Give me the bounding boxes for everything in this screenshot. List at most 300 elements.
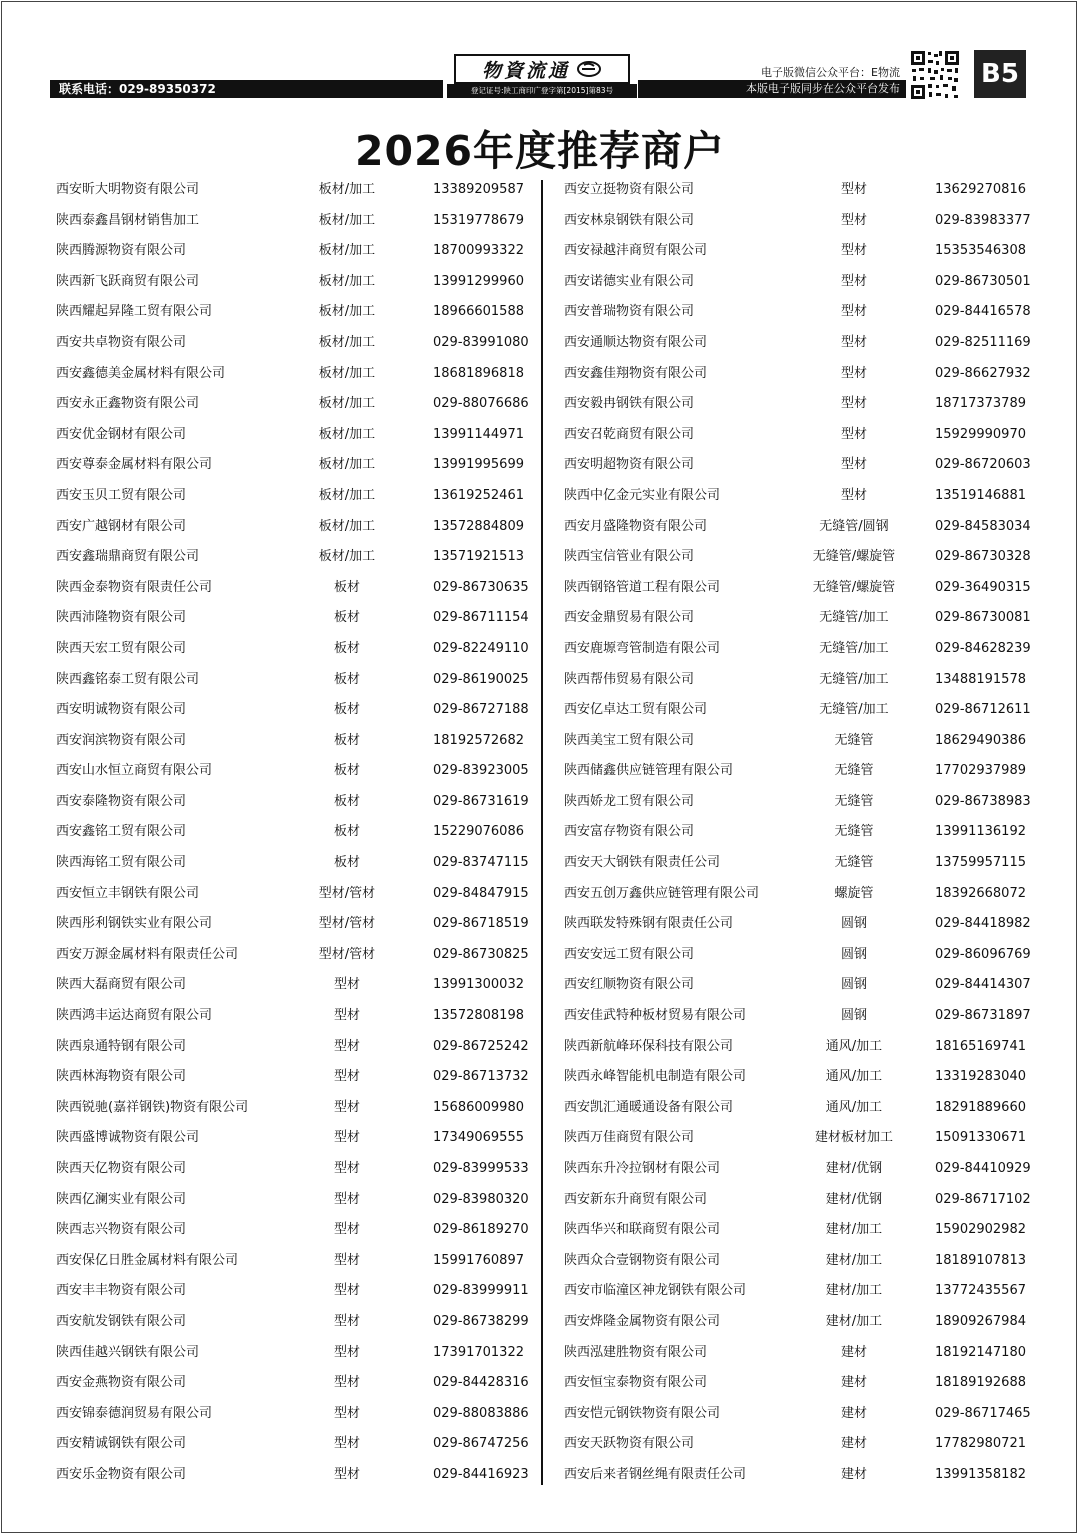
merchant-row (56, 1429, 532, 1460)
merchant-name: 陕西林海物资有限公司 (56, 1069, 187, 1085)
merchant-row (564, 634, 1040, 665)
merchant-phone: 15319778679 (433, 212, 524, 228)
merchant-row (564, 450, 1040, 481)
merchant-category: 建材 (840, 1344, 867, 1360)
merchant-phone: 029-86738983 (935, 793, 1031, 809)
merchant-name: 西安保亿日胜金属材料有限公司 (56, 1252, 239, 1268)
merchant-phone: 17782980721 (935, 1436, 1026, 1452)
merchant-category: 板材 (333, 610, 360, 626)
merchant-row (56, 1093, 532, 1124)
merchant-name: 西安召乾商贸有限公司 (564, 426, 695, 442)
merchant-row (564, 817, 1040, 848)
merchant-category: 型材 (333, 1191, 360, 1207)
merchant-category: 型材 (333, 1161, 360, 1176)
merchant-row (56, 634, 532, 665)
merchant-phone: 18189107813 (935, 1252, 1026, 1268)
merchant-category: 无缝管/加工 (819, 610, 889, 626)
merchant-category: 型材 (333, 1375, 360, 1391)
merchant-name: 西安山水恒立商贸有限公司 (56, 763, 213, 779)
merchant-name: 陕西金泰物资有限责任公司 (56, 579, 213, 595)
merchant-name: 西安恒宝泰物资有限公司 (564, 1375, 708, 1391)
merchant-row (564, 1062, 1040, 1093)
merchant-name: 陕西天亿物资有限公司 (56, 1161, 187, 1176)
merchant-category: 通风/加工 (825, 1038, 883, 1054)
merchant-name: 西安天跃物资有限公司 (564, 1436, 695, 1452)
merchant-phone: 029-86731619 (433, 793, 529, 809)
masthead-title: 物資流通 (481, 59, 570, 82)
merchant-category: 板材 (333, 671, 360, 687)
merchant-phone: 13629270816 (935, 182, 1026, 197)
merchant-row (56, 573, 532, 604)
merchant-name: 陕西天宏工贸有限公司 (56, 640, 187, 656)
merchant-category: 型材 (840, 212, 867, 228)
merchant-row (56, 726, 532, 757)
merchant-phone: 029-88076686 (433, 396, 529, 412)
merchant-category: 型材 (840, 334, 867, 350)
merchant-phone: 15929990970 (935, 426, 1026, 442)
merchant-list-right (564, 175, 1040, 1491)
merchant-phone: 13488191578 (935, 671, 1026, 687)
merchant-phone: 029-86713732 (433, 1069, 529, 1085)
merchant-phone: 029-86725242 (433, 1038, 529, 1054)
merchant-phone: 13772435567 (935, 1283, 1026, 1299)
merchant-category: 型材 (840, 426, 867, 442)
merchant-name: 西安明诚物资有限公司 (56, 702, 187, 718)
merchant-category: 型材 (333, 1344, 360, 1360)
merchant-row (564, 909, 1040, 940)
merchant-name: 西安广越钢材有限公司 (56, 518, 187, 534)
merchant-name: 陕西储鑫供应链管理有限公司 (564, 763, 734, 779)
merchant-category: 通风/加工 (825, 1069, 883, 1085)
merchant-name: 陕西腾源物资有限公司 (56, 243, 187, 259)
merchant-row (56, 879, 532, 910)
merchant-row (564, 420, 1040, 451)
merchant-row (56, 1123, 532, 1154)
merchant-row (56, 1032, 532, 1063)
merchant-row (564, 1123, 1040, 1154)
merchant-row (564, 1429, 1040, 1460)
merchant-phone: 18717373789 (935, 396, 1026, 412)
merchant-row (56, 756, 532, 787)
merchant-phone: 029-86712611 (935, 702, 1031, 718)
merchant-category: 型材 (840, 396, 867, 412)
merchant-name: 西安金燕物资有限公司 (56, 1375, 187, 1391)
merchant-name: 陕西泉通特钢有限公司 (56, 1038, 187, 1054)
merchant-name: 陕西耀起昇隆工贸有限公司 (56, 304, 213, 320)
merchant-category: 无缝管 (834, 855, 874, 871)
merchant-row (564, 726, 1040, 757)
merchant-phone: 029-84628239 (935, 640, 1031, 656)
merchant-category: 型材 (840, 457, 867, 473)
merchant-category: 建材/加工 (825, 1283, 883, 1299)
merchant-phone: 029-86730501 (935, 273, 1031, 289)
merchant-name: 西安凯汇通暖通设备有限公司 (564, 1099, 734, 1115)
merchant-name: 陕西盛博诚物资有限公司 (56, 1130, 200, 1146)
merchant-phone: 029-86711154 (433, 610, 529, 626)
merchant-name: 陕西钢铬管道工程有限公司 (564, 579, 721, 595)
merchant-phone: 029-86730081 (935, 610, 1031, 626)
merchant-row (564, 603, 1040, 634)
merchant-row (56, 1276, 532, 1307)
merchant-name: 西安天大钢铁有限责任公司 (564, 855, 721, 871)
merchant-name: 陕西娇龙工贸有限公司 (564, 793, 695, 809)
merchant-name: 陕西宝信管业有限公司 (564, 549, 695, 565)
merchant-row (56, 695, 532, 726)
merchant-phone: 13991995699 (433, 457, 524, 473)
merchant-category: 无缝管/加工 (819, 671, 889, 687)
merchant-category: 无缝管/加工 (819, 640, 889, 656)
merchant-phone: 029-84416923 (433, 1466, 529, 1482)
merchant-name: 陕西美宝工贸有限公司 (564, 732, 695, 748)
merchant-category: 板材/加工 (318, 396, 376, 412)
merchant-row (564, 359, 1040, 390)
merchant-row (564, 970, 1040, 1001)
merchant-category: 板材/加工 (318, 457, 376, 473)
merchant-category: 型材 (840, 182, 867, 197)
merchant-row (56, 481, 532, 512)
merchant-name: 西安金鼎贸易有限公司 (564, 610, 695, 626)
merchant-name: 西安普瑞物资有限公司 (564, 304, 695, 320)
merchant-phone: 029-82249110 (433, 640, 529, 656)
merchant-phone: 029-82511169 (935, 334, 1031, 350)
merchant-category: 型材 (840, 304, 867, 320)
merchant-phone: 029-86738299 (433, 1313, 529, 1329)
merchant-name: 西安佳武特种板材贸易有限公司 (564, 1008, 747, 1024)
merchant-row (56, 603, 532, 634)
merchant-category: 无缝管/螺旋管 (812, 549, 896, 565)
merchant-category: 建材/加工 (825, 1222, 883, 1238)
merchant-category: 型材 (333, 1008, 360, 1024)
merchant-name: 陕西万佳商贸有限公司 (564, 1130, 695, 1146)
merchant-name: 陕西永峰智能机电制造有限公司 (564, 1069, 747, 1085)
merchant-phone: 029-86747256 (433, 1436, 529, 1452)
merchant-row (56, 542, 532, 573)
merchant-row (56, 665, 532, 696)
merchant-category: 型材 (333, 1038, 360, 1054)
merchant-name: 西安富存物资有限公司 (564, 824, 695, 840)
merchant-name: 陕西亿澜实业有限公司 (56, 1191, 187, 1207)
merchant-category: 板材/加工 (318, 334, 376, 350)
merchant-name: 陕西泰鑫昌钢材销售加工 (56, 212, 200, 228)
merchant-name: 西安市临潼区神龙钢铁有限公司 (564, 1283, 747, 1299)
merchant-name: 西安毅冉钢铁有限公司 (564, 396, 695, 412)
merchant-name: 西安共卓物资有限公司 (56, 334, 187, 350)
merchant-category: 型材 (333, 1222, 360, 1238)
merchant-list-left (56, 175, 532, 1491)
merchant-phone: 15229076086 (433, 824, 524, 840)
merchant-row (56, 848, 532, 879)
merchant-name: 西安禄越沣商贸有限公司 (564, 243, 708, 259)
merchant-name: 陕西泓建胜物资有限公司 (564, 1344, 708, 1360)
merchant-name: 西安恒立丰钢铁有限公司 (56, 885, 200, 901)
merchant-phone: 18192572682 (433, 732, 524, 748)
merchant-row (56, 236, 532, 267)
merchant-category: 型材 (333, 1313, 360, 1329)
merchant-category: 无缝管/加工 (819, 702, 889, 718)
merchant-name: 西安鑫瑞鼎商贸有限公司 (56, 549, 200, 565)
merchant-category: 建材/优钢 (825, 1161, 883, 1176)
contact-phone: 联系电话：029-89350372 (50, 80, 443, 98)
merchant-category: 建材板材加工 (814, 1130, 893, 1146)
merchant-row (56, 175, 532, 206)
merchant-category: 圆钢 (840, 1008, 867, 1024)
merchant-phone: 029-86190025 (433, 671, 529, 687)
merchant-category: 无缝管 (834, 793, 874, 809)
merchant-row (56, 1001, 532, 1032)
merchant-phone: 029-86727188 (433, 702, 529, 718)
merchant-phone: 17391701322 (433, 1344, 524, 1360)
merchant-name: 西安万源金属材料有限责任公司 (56, 946, 239, 962)
merchant-category: 型材 (333, 1069, 360, 1085)
merchant-category: 型材 (333, 1252, 360, 1268)
merchant-name: 西安烨隆金属物资有限公司 (564, 1313, 721, 1329)
merchant-phone: 13991144971 (433, 426, 524, 442)
merchant-phone: 18192147180 (935, 1344, 1026, 1360)
merchant-category: 型材 (333, 977, 360, 993)
merchant-category: 无缝管/圆钢 (819, 518, 889, 534)
merchant-category: 板材 (333, 855, 360, 871)
merchant-phone: 13991358182 (935, 1466, 1026, 1482)
merchant-category: 建材 (840, 1436, 867, 1452)
merchant-row (564, 1307, 1040, 1338)
merchant-category: 无缝管 (834, 824, 874, 840)
merchant-row (56, 940, 532, 971)
merchant-row (56, 817, 532, 848)
registration-number: 登记证号:陕工商印广登字第[2015]第83号 (447, 84, 637, 98)
merchant-name: 西安乐金物资有限公司 (56, 1466, 187, 1482)
merchant-name: 西安立挺物资有限公司 (564, 182, 695, 197)
merchant-row (564, 1215, 1040, 1246)
merchant-row (56, 1246, 532, 1277)
merchant-category: 板材/加工 (318, 182, 376, 197)
merchant-category: 板材 (333, 640, 360, 656)
merchant-name: 西安亿卓达工贸有限公司 (564, 702, 708, 718)
merchant-row (564, 267, 1040, 298)
merchant-name: 西安锦泰德润贸易有限公司 (56, 1405, 213, 1421)
merchant-name: 陕西众合壹钢物资有限公司 (564, 1252, 721, 1268)
merchant-phone: 029-83991080 (433, 334, 529, 350)
merchant-category: 板材/加工 (318, 304, 376, 320)
merchant-category: 无缝管 (834, 732, 874, 748)
merchant-phone: 029-86720603 (935, 457, 1031, 473)
merchant-phone: 029-88083886 (433, 1405, 529, 1421)
merchant-row (564, 1276, 1040, 1307)
merchant-row (564, 787, 1040, 818)
merchant-category: 建材 (840, 1375, 867, 1391)
merchant-row (564, 1368, 1040, 1399)
merchant-row (56, 1185, 532, 1216)
merchant-phone: 13572808198 (433, 1008, 524, 1024)
merchant-row (564, 206, 1040, 237)
merchant-name: 西安诺德实业有限公司 (564, 273, 695, 289)
merchant-category: 型材 (840, 273, 867, 289)
merchant-phone: 15902902982 (935, 1222, 1026, 1238)
merchant-phone: 18165169741 (935, 1038, 1026, 1054)
merchant-row (564, 1001, 1040, 1032)
merchant-category: 型材/管材 (318, 946, 376, 962)
merchant-category: 型材/管材 (318, 916, 376, 932)
merchant-phone: 13389209587 (433, 182, 524, 197)
merchant-category: 板材/加工 (318, 212, 376, 228)
merchant-phone: 18189192688 (935, 1375, 1026, 1391)
merchant-phone: 029-83980320 (433, 1191, 529, 1207)
merchant-phone: 029-83999911 (433, 1283, 529, 1299)
merchant-name: 西安优金钢材有限公司 (56, 426, 187, 442)
merchant-row (56, 1460, 532, 1491)
merchant-row (56, 909, 532, 940)
merchant-phone: 18909267984 (935, 1313, 1026, 1329)
merchant-name: 陕西海铭工贸有限公司 (56, 855, 187, 871)
merchant-row (564, 1246, 1040, 1277)
merchant-phone: 029-86717465 (935, 1405, 1031, 1421)
merchant-phone: 17349069555 (433, 1130, 524, 1146)
merchant-category: 建材 (840, 1466, 867, 1482)
merchant-row (564, 940, 1040, 971)
merchant-name: 西安通顺达物资有限公司 (564, 334, 708, 350)
merchant-name: 西安丰丰物资有限公司 (56, 1283, 187, 1299)
merchant-phone: 029-86730635 (433, 579, 529, 595)
merchant-name: 西安新东升商贸有限公司 (564, 1191, 708, 1207)
merchant-phone: 13571921513 (433, 549, 524, 565)
merchant-category: 型材 (840, 487, 867, 503)
merchant-row (564, 328, 1040, 359)
merchant-row (564, 1185, 1040, 1216)
merchant-phone: 029-84418982 (935, 916, 1031, 932)
page-title: 2026年度推荐商户 (354, 127, 726, 175)
merchant-name: 西安玉贝工贸有限公司 (56, 487, 187, 503)
merchant-category: 型材 (333, 1436, 360, 1452)
merchant-category: 板材/加工 (318, 518, 376, 534)
merchant-phone: 13319283040 (935, 1069, 1026, 1085)
merchant-category: 建材/加工 (825, 1252, 883, 1268)
merchant-row (56, 1154, 532, 1185)
merchant-row (56, 420, 532, 451)
merchant-phone: 029-83747115 (433, 855, 529, 871)
merchant-phone: 15686009980 (433, 1099, 524, 1115)
merchant-phone: 13991300032 (433, 977, 524, 993)
merchant-category: 板材 (333, 579, 360, 595)
merchant-category: 型材 (840, 243, 867, 259)
merchant-row (56, 297, 532, 328)
merchant-phone: 029-86718519 (433, 916, 529, 932)
merchant-category: 圆钢 (840, 946, 867, 962)
merchant-phone: 029-36490315 (935, 579, 1031, 595)
merchant-category: 无缝管/螺旋管 (812, 579, 896, 595)
merchant-name: 西安昕大明物资有限公司 (56, 182, 200, 197)
merchant-row (564, 542, 1040, 573)
merchant-name: 陕西锐驰(嘉祥钢铁)物资有限公司 (56, 1099, 249, 1115)
merchant-phone: 029-86730825 (433, 946, 529, 962)
merchant-category: 型材 (333, 1466, 360, 1482)
merchant-name: 陕西鸿丰运达商贸有限公司 (56, 1008, 213, 1024)
merchant-name: 西安航发钢铁有限公司 (56, 1313, 187, 1329)
sync-note: 本版电子版同步在公众平台发布 (638, 80, 906, 98)
merchant-phone: 029-86096769 (935, 946, 1031, 962)
merchant-phone: 15991760897 (433, 1252, 524, 1268)
merchant-name: 陕西东升冷拉钢材有限公司 (564, 1161, 721, 1176)
merchant-row (56, 1368, 532, 1399)
merchant-row (564, 879, 1040, 910)
merchant-row (564, 848, 1040, 879)
merchant-name: 西安润滨物资有限公司 (56, 732, 187, 748)
merchant-row (56, 787, 532, 818)
merchant-phone: 029-84583034 (935, 518, 1031, 534)
merchant-category: 建材 (840, 1405, 867, 1421)
merchant-name: 西安安远工贸有限公司 (564, 946, 695, 962)
merchant-category: 板材/加工 (318, 426, 376, 442)
merchant-phone: 17702937989 (935, 763, 1026, 779)
merchant-phone: 029-86730328 (935, 549, 1031, 565)
merchant-phone: 13759957115 (935, 855, 1026, 871)
merchant-name: 陕西新航峰环保科技有限公司 (564, 1038, 734, 1054)
merchant-category: 无缝管 (834, 763, 874, 779)
merchant-category: 圆钢 (840, 977, 867, 993)
merchant-name: 西安鑫德美金属材料有限公司 (56, 365, 226, 381)
merchant-row (56, 1399, 532, 1430)
merchant-category: 板材 (333, 702, 360, 718)
merchant-row (56, 970, 532, 1001)
merchant-row (56, 1062, 532, 1093)
merchant-row (56, 359, 532, 390)
merchant-phone: 15091330671 (935, 1130, 1026, 1146)
merchant-phone: 029-86717102 (935, 1191, 1031, 1207)
merchant-row (564, 175, 1040, 206)
merchant-name: 西安鹿塬弯管制造有限公司 (564, 640, 721, 656)
merchant-name: 陕西志兴物资有限公司 (56, 1222, 187, 1238)
merchant-category: 建材/优钢 (825, 1191, 883, 1207)
merchant-phone: 029-84416578 (935, 304, 1031, 320)
merchant-name: 西安后来者钢丝绳有限责任公司 (564, 1466, 747, 1482)
merchant-name: 西安五创万鑫供应链管理有限公司 (564, 885, 760, 901)
merchant-category: 板材 (333, 763, 360, 779)
merchant-row (564, 1093, 1040, 1124)
merchant-category: 型材/管材 (318, 885, 376, 901)
merchant-name: 西安尊泰金属材料有限公司 (56, 457, 213, 473)
merchant-category: 板材 (333, 793, 360, 809)
merchant-row (564, 573, 1040, 604)
merchant-name: 陕西鑫铭泰工贸有限公司 (56, 671, 200, 687)
merchant-phone: 029-84847915 (433, 885, 529, 901)
merchant-row (56, 450, 532, 481)
merchant-row (564, 389, 1040, 420)
merchant-category: 板材/加工 (318, 487, 376, 503)
merchant-name: 陕西帮伟贸易有限公司 (564, 671, 695, 687)
merchant-phone: 18966601588 (433, 304, 524, 320)
merchant-name: 西安月盛隆物资有限公司 (564, 518, 708, 534)
merchant-name: 陕西新飞跃商贸有限公司 (56, 273, 200, 289)
merchant-phone: 15353546308 (935, 243, 1026, 259)
merchant-name: 陕西大磊商贸有限公司 (56, 977, 187, 993)
merchant-name: 西安恺元钢铁物资有限公司 (564, 1405, 721, 1421)
merchant-category: 通风/加工 (825, 1099, 883, 1115)
merchant-name: 陕西华兴和联商贸有限公司 (564, 1222, 721, 1238)
merchant-category: 螺旋管 (834, 885, 874, 901)
wechat-platform: 电子版微信公众平台：E物流 (761, 66, 900, 79)
merchant-name: 西安明超物资有限公司 (564, 457, 695, 473)
merchant-phone: 18700993322 (433, 243, 524, 259)
merchant-row (564, 756, 1040, 787)
merchant-row (564, 1154, 1040, 1185)
merchant-phone: 029-86731897 (935, 1008, 1031, 1024)
merchant-category: 型材 (333, 1099, 360, 1115)
merchant-name: 西安红顺物资有限公司 (564, 977, 695, 993)
merchant-phone: 13619252461 (433, 487, 524, 503)
merchant-row (564, 1399, 1040, 1430)
merchant-category: 板材/加工 (318, 273, 376, 289)
merchant-name: 西安鑫铭工贸有限公司 (56, 824, 187, 840)
merchant-row (56, 206, 532, 237)
merchant-phone: 18629490386 (935, 732, 1026, 748)
